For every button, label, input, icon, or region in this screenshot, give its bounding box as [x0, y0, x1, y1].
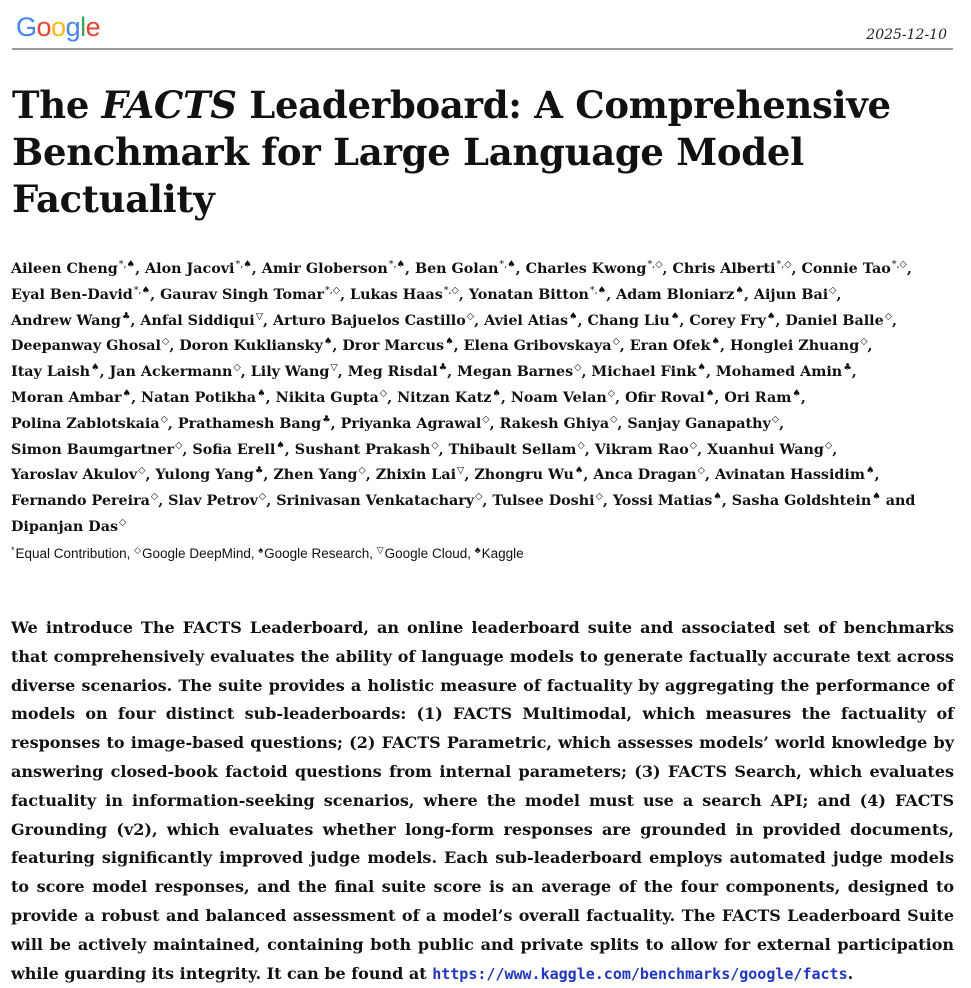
author-name: Amir Globerson — [261, 261, 388, 277]
author-affiliation-marks: ♣ — [438, 362, 448, 374]
author-name: Tulsee Doshi — [492, 493, 595, 510]
author — [272, 310, 475, 329]
author — [160, 284, 341, 303]
author-affiliation-marks: ◇ — [233, 362, 241, 374]
author-affiliation-marks: ▽ — [457, 465, 465, 477]
author-name: Connie Tao — [801, 261, 891, 277]
author-affiliation-marks: ◇ — [482, 413, 490, 425]
author-name: Chang Liu — [587, 312, 670, 329]
author-affiliation-marks: ◇ — [138, 465, 146, 477]
author-affiliation-marks: *,◇ — [891, 259, 907, 270]
author — [145, 261, 252, 277]
logo-letter: o — [36, 12, 52, 42]
author-name: Lukas Haas — [350, 286, 443, 303]
author-name: Alon Jacovi — [145, 261, 235, 277]
author-affiliation-marks: *,♠ — [133, 284, 151, 296]
author-affiliation-marks: *,♠ — [589, 284, 607, 296]
author — [415, 261, 516, 277]
author-list: Aileen Cheng*,♠, Alon Jacovi*,♠, Amir Globerson*,♠, Ben Golan*,♠, Charles Kwong*,◇, Chris Alberti*,◇, Connie Tao*,◇, Eyal Ben-David*,♠, Gaurav Singh Tomar*,◇, Lukas Haas*,◇, Yonatan Bitton*,♠, Adam Bloniarz♠, Aijun Bai◇, Andrew Wang♣, Anfal Siddiqui▽, Arturo Bajuelos Castillo◇, Aviel Atias♠, Chang Liu♠, Corey Fry♠, Daniel Balle◇, Deepanway Ghosal◇, Doron Kukliansky♠, Dror Marcus♠, Elena Gribovskaya◇, Eran Ofek♠, Honglei Zhuang◇, Itay Laish♠, Jan Ackermann◇, Lily Wang▽, Meg Risdal♣, Megan Barnes◇, Michael Fink♠, Mohamed Amin♣, Moran Ambar♠, Natan Potikha♠, Nikita Gupta◇, Nitzan Katz♠, Noam Velan◇, Ofir Roval♠, Ori Ram♠, Polina Zablotskaia◇, Prathamesh Bang♣, Priyanka Agrawal◇, Rakesh Ghiya◇, Sanjay Ganapathy◇, Simon Baumgartner◇, Sofia Erell♠, Sushant Prakash◇, Thibault Sellam◇, Vikram Rao◇, Xuanhui Wang◇, Yaroslav Akulov◇, Yulong Yang♣, Zhen Yang◇, Zhixin Lai▽, Zhongru Wu♠, Anca Dragan◇, Avinatan Hassidim♠, Fernando Pereira◇, Slav Petrov◇, Srinivasan Venkatachary◇, Tulsee Doshi◇, Yossi Matias♠, Sasha Goldshtein♠ and Dipanjan Das◇ — [11, 259, 916, 535]
author — [510, 387, 616, 406]
author-affiliation-marks: ◇ — [379, 387, 388, 399]
author-name: Fernando Pereira — [11, 493, 150, 510]
author-affiliation-marks: ♣ — [322, 413, 331, 425]
author-name: Zhongru Wu — [474, 467, 574, 484]
affiliation-label: Google DeepMind — [142, 546, 251, 561]
author-affiliation-marks: ◇ — [431, 439, 439, 451]
author-name: Xuanhui Wang — [707, 441, 824, 458]
author-affiliation-marks: ♣ — [843, 362, 852, 374]
author-affiliation-marks: ◇ — [689, 439, 698, 451]
affiliation-item — [134, 546, 251, 561]
author-affiliation-marks: ♠ — [670, 310, 680, 322]
author-name: Anca Dragan — [593, 467, 697, 484]
title-italic: FACTS — [101, 83, 237, 127]
author-affiliation-marks: ◇ — [607, 387, 616, 399]
author-affiliation-marks: ♣ — [121, 310, 131, 322]
author — [110, 364, 241, 380]
affiliation-label: Equal Contribution — [15, 546, 127, 561]
author-affiliation-marks: *,◇ — [647, 259, 663, 270]
author-affiliation-marks: ♠ — [492, 387, 501, 399]
author — [587, 310, 680, 329]
author-affiliation-marks: ♠ — [276, 439, 285, 451]
author-name: Mohamed Amin — [715, 364, 843, 381]
author-affiliation-marks: ♠ — [574, 465, 584, 477]
affiliation-item — [11, 546, 127, 561]
author-name: Srinivasan Venkatachary — [276, 493, 475, 510]
author-name: Yossi Matias — [612, 493, 713, 510]
affiliation-item — [258, 546, 369, 561]
author — [11, 413, 168, 432]
author — [340, 413, 490, 432]
author-name: Natan Potikha — [141, 389, 257, 406]
author-affiliation-marks: ▽ — [255, 310, 263, 322]
author-affiliation-marks: ◇ — [358, 465, 366, 477]
author — [732, 493, 881, 509]
author — [492, 493, 603, 509]
author-name: Sofia Erell — [192, 441, 276, 458]
author-affiliation-marks: ◇ — [466, 310, 475, 322]
author-name: Doron Kukliansky — [179, 338, 323, 355]
author-name: Ofir Roval — [625, 389, 705, 406]
author — [625, 387, 715, 406]
author-name: Nikita Gupta — [275, 389, 379, 406]
author — [11, 261, 135, 277]
author — [484, 310, 578, 329]
author-name: Polina Zablotskaia — [11, 415, 160, 432]
author-name: Simon Baumgartner — [11, 441, 175, 458]
author — [11, 493, 158, 509]
author-affiliation-marks: ◇ — [577, 439, 585, 451]
author-name: Deepanway Ghosal — [11, 338, 161, 355]
author-name: Charles Kwong — [525, 261, 647, 277]
author-name: Yonatan Bitton — [468, 286, 589, 303]
author-affiliation-marks: ♠ — [766, 310, 776, 322]
author-name: Slav Petrov — [168, 493, 258, 510]
author — [168, 493, 266, 509]
author-affiliation-marks: *,◇ — [443, 284, 459, 296]
author — [155, 467, 263, 483]
author-affiliation-marks: ◇ — [574, 362, 582, 374]
author — [457, 364, 581, 380]
facts-benchmark-link[interactable]: https://www.kaggle.com/benchmarks/google/facts — [432, 964, 848, 983]
author-name: Andrew Wang — [11, 312, 121, 329]
author-affiliation-marks: ♠ — [91, 362, 100, 374]
author-name: Lily Wang — [250, 364, 330, 381]
author-name: Gaurav Singh Tomar — [160, 286, 324, 303]
author — [11, 439, 183, 458]
author — [448, 439, 585, 458]
affiliation-mark: * — [11, 545, 15, 555]
author — [716, 364, 852, 380]
author-affiliation-marks: ♠ — [122, 387, 132, 399]
author — [724, 387, 801, 406]
affiliation-label: Google Cloud — [384, 546, 468, 561]
author-name: Avinatan Hassidim — [714, 467, 865, 484]
author-affiliation-marks: ◇ — [829, 284, 837, 296]
author-affiliation-marks: ♠ — [705, 387, 715, 399]
author — [251, 364, 338, 380]
abstract — [11, 614, 954, 988]
author-name: Dipanjan Das — [11, 518, 119, 535]
author — [179, 338, 332, 354]
author-name: Elena Gribovskaya — [463, 338, 612, 355]
author — [11, 467, 145, 483]
author — [11, 310, 131, 329]
author — [273, 467, 365, 483]
author-affiliation-marks: ♠ — [713, 491, 722, 503]
author-affiliation-marks: ◇ — [150, 491, 159, 503]
author-affiliation-marks: ◇ — [595, 491, 603, 503]
author-affiliation-marks: *,♠ — [388, 259, 406, 270]
author-name: Meg Risdal — [347, 364, 438, 381]
author — [630, 338, 720, 354]
author-affiliation-marks: ♠ — [735, 284, 744, 296]
author — [672, 261, 791, 277]
author — [593, 467, 705, 483]
author — [140, 310, 263, 329]
header-divider — [12, 48, 953, 50]
author-affiliation-marks: ◇ — [884, 310, 893, 322]
author-affiliation-marks: ♠ — [872, 491, 881, 503]
affiliation-mark: ◇ — [134, 545, 142, 555]
title-rest: Leaderboard: A Comprehensive Benchmark for Large Language Model Factuality — [12, 83, 891, 221]
author — [689, 310, 776, 329]
author-name: Sanjay Ganapathy — [627, 415, 771, 432]
author-name: Ori Ram — [724, 389, 792, 406]
author-name: Yaroslav Akulov — [11, 467, 138, 484]
author-affiliation-marks: ♠ — [697, 362, 706, 374]
author-affiliation-marks: ◇ — [258, 491, 267, 503]
author — [499, 413, 618, 432]
author-name: Jan Ackermann — [109, 364, 233, 381]
author — [785, 310, 893, 329]
author — [376, 467, 465, 483]
author-affiliation-marks: ♠ — [711, 336, 720, 348]
author-affiliation-marks: *,♠ — [235, 259, 252, 270]
author-name: Moran Ambar — [11, 389, 122, 406]
google-logo — [16, 10, 100, 44]
author-name: Chris Alberti — [672, 261, 776, 277]
author — [753, 284, 837, 303]
author — [275, 387, 388, 406]
author-affiliation-marks: ◇ — [175, 439, 183, 451]
author — [11, 364, 100, 380]
author — [591, 364, 706, 380]
author-affiliation-marks: ◇ — [119, 516, 127, 528]
author-affiliation-marks: ◇ — [160, 413, 168, 425]
logo-letter: g — [65, 12, 81, 42]
abstract-text: We introduce The FACTS Leaderboard, an online leaderboard suite and associated set of benchmarks that comprehensively evaluates the ability of language models to generate factually accurate text across diverse scenarios. The suite provides a holistic measure of factuality by aggregating the performance of models on four distinct sub-leaderboards: (1) FACTS Multimodal, which measures the factuality of responses to image-based questions; (2) FACTS Parametric, which assesses models’ world knowledge by answering closed-book factoid questions from internal parameters; (3) FACTS Search, which evaluates factuality in information-seeking scenarios, where the model must use a search API; and (4) FACTS Grounding (v2), which evaluates whether long-form responses are grounded in provided documents, featuring significantly improved judge models. Each sub-leaderboard employs automated judge models to score model responses, and the final suite score is an average of the four components, designed to provide a robust and balanced assessment of a model’s overall factuality. The FACTS Leaderboard Suite will be actively maintained, containing both public and private splits to allow for external participation while guarding its integrity. It can be found at — [11, 618, 954, 983]
author — [11, 284, 151, 303]
author-name: Vikram Rao — [594, 441, 689, 458]
author-name: Ben Golan — [414, 261, 499, 277]
author — [294, 439, 439, 458]
author-affiliation-marks: ◇ — [612, 336, 620, 348]
author-affiliation-marks: ◇ — [860, 336, 868, 348]
author-name: Arturo Bajuelos Castillo — [272, 312, 466, 329]
author — [730, 338, 868, 354]
author-name: Thibault Sellam — [448, 441, 577, 458]
logo-letter: l — [80, 12, 86, 42]
author-name: Zhixin Lai — [375, 467, 457, 484]
author-name: Priyanka Agrawal — [340, 415, 482, 432]
author-name: Honglei Zhuang — [729, 338, 860, 355]
author-affiliation-marks: ♠ — [569, 310, 578, 322]
author-name: Aviel Atias — [484, 312, 569, 329]
affiliation-legend: *Equal Contribution, ◇Google DeepMind, ♠Google Research, ▽Google Cloud, ♣Kaggle — [11, 545, 524, 561]
author-affiliation-marks: ◇ — [610, 413, 618, 425]
author-affiliation-marks: ♣ — [254, 465, 264, 477]
author — [11, 338, 169, 354]
author — [397, 387, 501, 406]
title-prefix: The — [12, 83, 102, 127]
author-name: Sushant Prakash — [294, 441, 431, 458]
author-affiliation-marks: ♠ — [865, 465, 875, 477]
author — [613, 493, 722, 509]
author — [11, 387, 132, 406]
author-name: Aileen Cheng — [11, 261, 118, 277]
author — [616, 284, 744, 303]
author-affiliation-marks: ♠ — [792, 387, 801, 399]
author — [627, 413, 780, 432]
affiliation-mark: ♠ — [258, 545, 264, 555]
author — [177, 413, 331, 432]
affiliation-label: Google Research — [264, 546, 370, 561]
author — [342, 338, 453, 354]
author-affiliation-marks: *,◇ — [325, 284, 341, 296]
affiliation-mark: ♣ — [474, 545, 481, 555]
author — [464, 338, 620, 354]
author — [801, 261, 906, 277]
author — [474, 467, 583, 483]
author — [350, 284, 459, 303]
author-name: Nitzan Katz — [397, 389, 492, 406]
author-name: Rakesh Ghiya — [499, 415, 610, 432]
author — [715, 467, 875, 483]
author-name: Dror Marcus — [342, 338, 445, 355]
author-affiliation-marks: *,◇ — [776, 259, 792, 270]
author-name: Michael Fink — [591, 364, 697, 381]
author — [11, 516, 127, 535]
author-name: Eyal Ben-David — [11, 286, 133, 303]
publication-date: 2025-12-10 — [866, 27, 947, 43]
author-name: Prathamesh Bang — [177, 415, 322, 432]
author-name: Corey Fry — [689, 312, 766, 329]
author — [141, 387, 266, 406]
author — [526, 261, 663, 277]
author-affiliation-marks: *,♠ — [499, 259, 516, 270]
affiliation-mark: ▽ — [376, 545, 384, 555]
author-name: Yulong Yang — [155, 467, 254, 484]
author-name: Aijun Bai — [753, 286, 829, 303]
author — [468, 284, 607, 303]
logo-letter: e — [85, 12, 101, 42]
paper-title — [12, 82, 942, 223]
author-affiliation-marks: *,♠ — [118, 259, 136, 270]
affiliation-item — [475, 546, 524, 561]
author — [348, 364, 447, 380]
author-affiliation-marks: ♠ — [257, 387, 266, 399]
author-affiliation-marks: ♠ — [445, 336, 454, 348]
author-affiliation-marks: ◇ — [824, 439, 833, 451]
author-name: Anfal Siddiqui — [140, 312, 255, 329]
author — [276, 493, 482, 509]
author-affiliation-marks: ▽ — [330, 362, 338, 374]
author-name: Noam Velan — [510, 389, 607, 406]
author-name: Daniel Balle — [785, 312, 884, 329]
author — [707, 439, 833, 458]
affiliation-label: Kaggle — [481, 546, 524, 561]
author-name: Megan Barnes — [457, 364, 574, 381]
author-affiliation-marks: ◇ — [697, 465, 705, 477]
logo-letter: G — [16, 12, 37, 42]
author-affiliation-marks: ◇ — [475, 491, 483, 503]
author-name: Eran Ofek — [629, 338, 711, 355]
author-name: Itay Laish — [11, 364, 91, 381]
author — [594, 439, 698, 458]
author-name: Zhen Yang — [273, 467, 358, 484]
author — [262, 261, 405, 277]
logo-letter: o — [51, 12, 66, 42]
author-name: Sasha Goldshtein — [731, 493, 872, 510]
abstract-end: . — [847, 963, 854, 983]
author — [192, 439, 285, 458]
author-affiliation-marks: ◇ — [771, 413, 780, 425]
author-affiliation-marks: ♠ — [323, 336, 333, 348]
author-name: Adam Bloniarz — [616, 286, 735, 303]
author-affiliation-marks: ◇ — [162, 336, 170, 348]
affiliation-item — [377, 546, 467, 561]
